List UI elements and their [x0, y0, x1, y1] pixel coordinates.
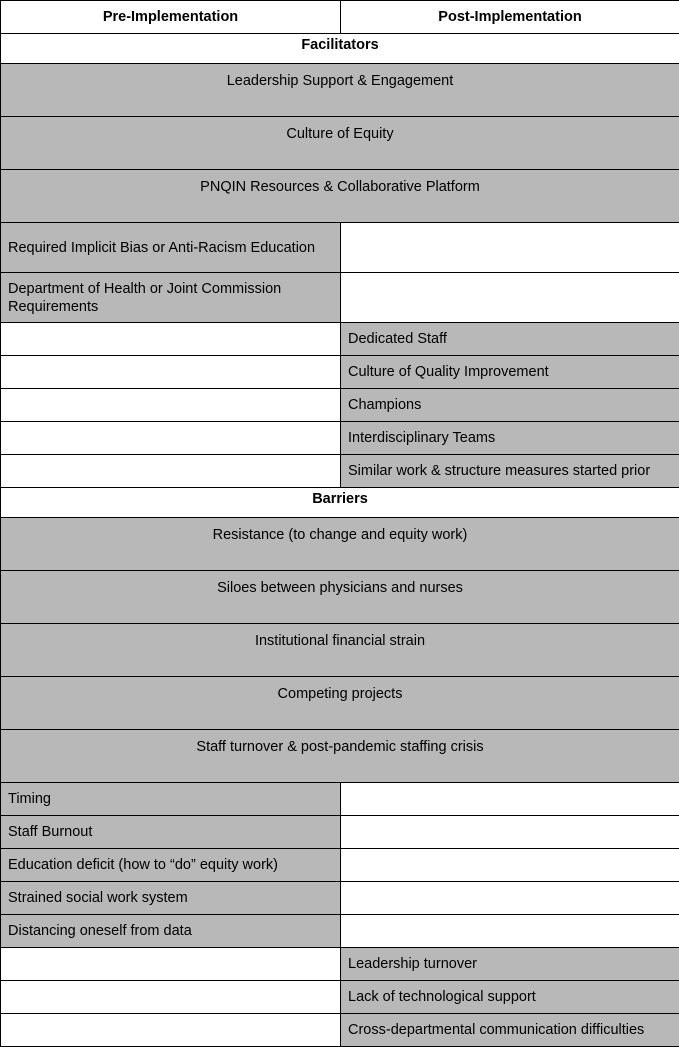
table-row [1, 356, 679, 389]
table-row [1, 518, 679, 571]
empty-cell [1, 422, 341, 455]
both-cell: PNQIN Resources & Collaborative Platform [1, 170, 679, 223]
empty-cell [1, 948, 341, 981]
empty-cell [341, 915, 679, 948]
table-row [1, 455, 679, 488]
table-row [1, 948, 679, 981]
empty-cell [1, 323, 341, 356]
table-row [1, 816, 679, 849]
table-row [1, 677, 679, 730]
post-cell: Leadership turnover [341, 948, 679, 981]
empty-cell [341, 816, 679, 849]
section-row-facilitators [1, 34, 679, 64]
both-cell: Siloes between physicians and nurses [1, 571, 679, 624]
pre-cell: Required Implicit Bias or Anti-Racism Education [1, 223, 341, 273]
table-row [1, 981, 679, 1014]
table-row [1, 783, 679, 816]
table-row [1, 170, 679, 223]
table-row [1, 624, 679, 677]
table-row [1, 223, 679, 273]
empty-cell [1, 389, 341, 422]
post-cell: Similar work & structure measures started prior [341, 455, 679, 488]
pre-cell: Distancing oneself from data [1, 915, 341, 948]
section-title-barriers: Barriers [1, 488, 679, 518]
empty-cell [341, 783, 679, 816]
section-title-facilitators: Facilitators [1, 34, 679, 64]
pre-cell: Timing [1, 783, 341, 816]
table-row [1, 915, 679, 948]
empty-cell [1, 455, 341, 488]
both-cell: Staff turnover & post-pandemic staffing crisis [1, 730, 679, 783]
pre-cell: Strained social work system [1, 882, 341, 915]
post-cell: Lack of technological support [341, 981, 679, 1014]
both-cell: Culture of Equity [1, 117, 679, 170]
post-cell: Cross-departmental communication difficulties [341, 1014, 679, 1047]
section-row-barriers [1, 488, 679, 518]
post-cell: Culture of Quality Improvement [341, 356, 679, 389]
table-row [1, 571, 679, 624]
pre-cell: Staff Burnout [1, 816, 341, 849]
table-row [1, 1014, 679, 1047]
both-cell: Resistance (to change and equity work) [1, 518, 679, 571]
both-cell: Institutional financial strain [1, 624, 679, 677]
table-row [1, 730, 679, 783]
empty-cell [341, 882, 679, 915]
empty-cell [341, 223, 679, 273]
table-row [1, 422, 679, 455]
table-row [1, 117, 679, 170]
table-row [1, 64, 679, 117]
header-row [1, 1, 679, 34]
empty-cell [1, 981, 341, 1014]
both-cell: Leadership Support & Engagement [1, 64, 679, 117]
empty-cell [341, 849, 679, 882]
empty-cell [341, 273, 679, 323]
both-cell: Competing projects [1, 677, 679, 730]
post-cell: Dedicated Staff [341, 323, 679, 356]
table-row [1, 389, 679, 422]
empty-cell [1, 1014, 341, 1047]
pre-cell: Education deficit (how to “do” equity work) [1, 849, 341, 882]
table-row [1, 882, 679, 915]
table-row [1, 273, 679, 323]
table-row [1, 849, 679, 882]
post-cell: Interdisciplinary Teams [341, 422, 679, 455]
empty-cell [1, 356, 341, 389]
post-implementation-header: Post-Implementation [341, 1, 679, 34]
pre-cell: Department of Health or Joint Commission Requirements [1, 273, 341, 323]
table-row [1, 323, 679, 356]
post-cell: Champions [341, 389, 679, 422]
pre-implementation-header: Pre-Implementation [1, 1, 341, 34]
